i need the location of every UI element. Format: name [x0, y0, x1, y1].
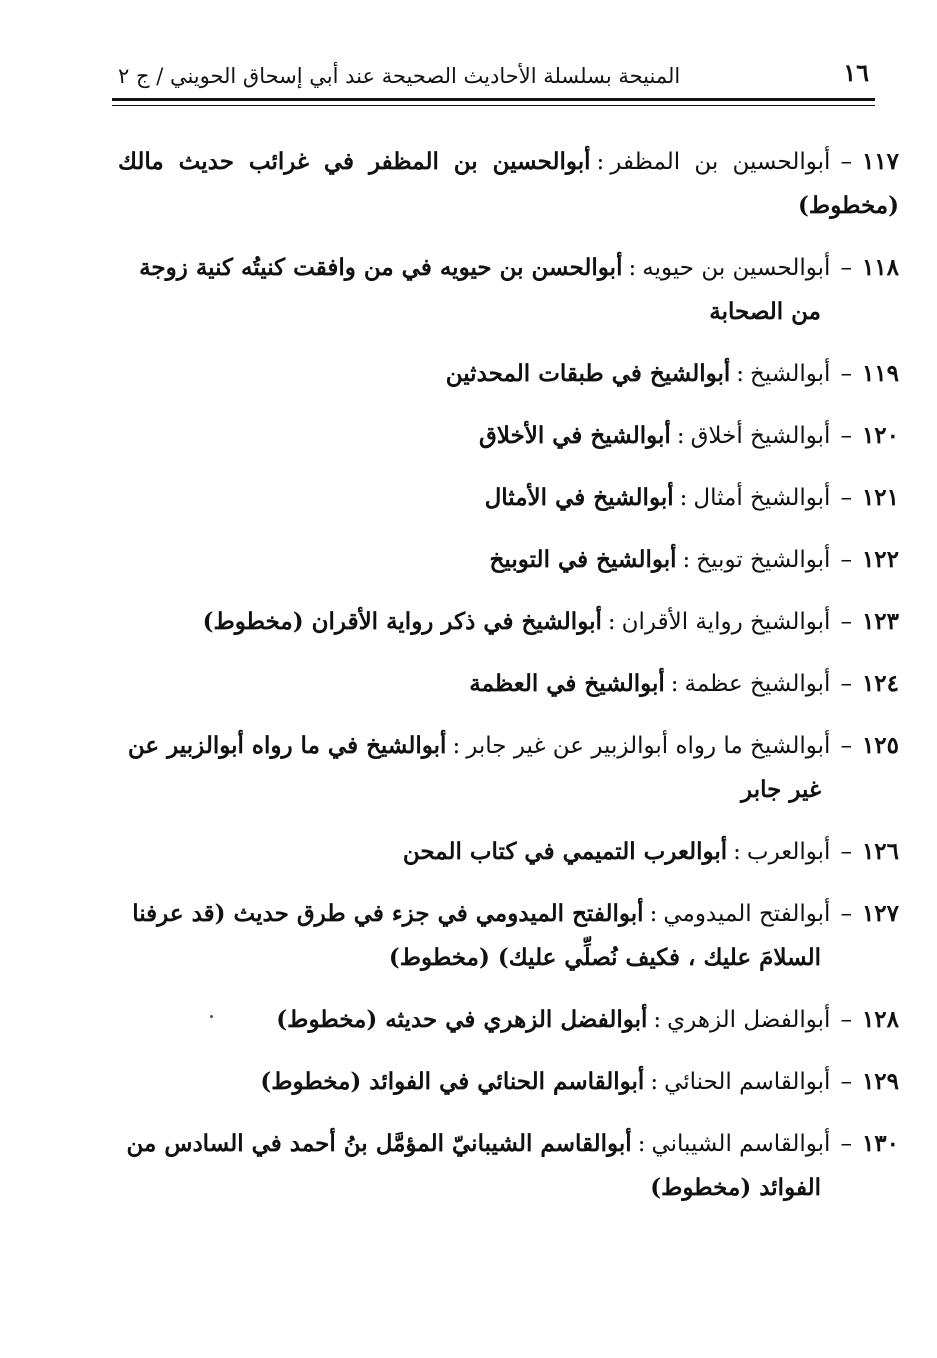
list-item: [118, 600, 899, 644]
entry-colon: :: [670, 671, 679, 697]
entry-abbreviation: أبوالقاسم الشيباني: [651, 1131, 831, 1157]
entry-colon: :: [650, 1069, 659, 1095]
entry-abbreviation: أبوالشيخ عظمة: [684, 671, 831, 697]
list-item: [118, 538, 899, 582]
entry-dash: –: [840, 901, 852, 927]
list-item: [118, 998, 899, 1042]
entry-full-title: أبوالشيخ في ذكر رواية الأقران (مخطوط): [202, 608, 602, 635]
entry-abbreviation: أبوالشيخ توبيخ: [696, 547, 831, 573]
entry-number: ١٢٦: [861, 838, 899, 865]
entry-number: ١٢٥: [861, 732, 899, 759]
entry-abbreviation: أبوالفضل الزهري: [667, 1007, 831, 1033]
entry-abbreviation: أبوالشيخ أمثال: [693, 485, 831, 511]
entry-abbreviation: أبوالشيخ: [750, 361, 831, 387]
entry-number: ١١٧: [861, 148, 899, 175]
entry-abbreviation: أبوالعرب: [746, 839, 831, 865]
entry-continuation: الفوائد (مخطوط): [650, 1174, 821, 1201]
entry-continuation: من الصحابة: [709, 298, 821, 325]
entry-dash: –: [840, 609, 852, 635]
entry-full-title: أبوالفتح الميدومي في جزء في طرق حديث (قد عرفنا: [132, 900, 644, 927]
list-item: [118, 662, 899, 706]
entry-number: ١٢٠: [861, 422, 899, 449]
entry-dash: –: [840, 671, 852, 697]
entry-full-title: أبوالقاسم الشيبانيّ المؤمَّل بنُ أحمد في السادس من: [126, 1130, 632, 1157]
entry-abbreviation: أبوالشيخ رواية الأقران: [621, 609, 831, 635]
entry-number: ١٣٠: [861, 1130, 899, 1157]
entry-full-title: أبوالشيخ في الأمثال: [484, 484, 674, 511]
entry-number: ١١٨: [861, 254, 899, 281]
header-rule-thin: [112, 105, 875, 106]
entry-abbreviation: أبوالقاسم الحنائي: [664, 1069, 831, 1095]
list-item: [118, 724, 899, 812]
entry-number: ١٢٢: [861, 546, 899, 573]
entry-full-title: أبوالشيخ في طبقات المحدثين: [445, 360, 731, 387]
entry-number: ١٢٤: [861, 670, 899, 697]
entry-number: ١١٩: [861, 360, 899, 387]
list-item: [118, 1060, 899, 1104]
list-item: [118, 246, 899, 334]
entry-full-title: أبوالشيخ في ما رواه أبوالزبير عن: [127, 732, 447, 759]
entry-colon: :: [628, 255, 637, 281]
entry-colon: :: [676, 423, 685, 449]
entry-colon: :: [653, 1007, 662, 1033]
entry-dash: –: [840, 733, 852, 759]
entry-number: ١٢٧: [861, 900, 899, 927]
entry-number: ١٢١: [861, 484, 899, 511]
entry-abbreviation: أبوالحسين بن المظفر: [610, 149, 831, 175]
entry-dash: –: [840, 255, 852, 281]
entry-abbreviation: أبوالحسين بن حيويه: [642, 255, 831, 281]
entry-colon: :: [596, 149, 605, 175]
entry-dash: –: [840, 839, 852, 865]
entry-colon: :: [452, 733, 461, 759]
entry-full-title: أبوالحسين بن المظفر في غرائب حديث مالك (مخطوط): [118, 148, 899, 219]
list-item: [118, 414, 899, 458]
scan-speck: [210, 1015, 213, 1018]
entry-continuation: غير جابر: [741, 776, 821, 803]
list-item: [118, 140, 899, 228]
list-item: [118, 476, 899, 520]
entry-colon: :: [682, 547, 691, 573]
entry-colon: :: [736, 361, 745, 387]
entry-number: ١٢٣: [861, 608, 899, 635]
entry-full-title: أبوالحسن بن حيويه في من وافقت كنيتُه كنية زوجة: [139, 254, 623, 281]
entry-dash: –: [840, 1131, 852, 1157]
entry-number: ١٢٩: [861, 1068, 899, 1095]
entry-abbreviation: أبوالفتح الميدومي: [663, 901, 831, 927]
entry-full-title: أبوالشيخ في الأخلاق: [478, 422, 671, 449]
entry-colon: :: [637, 1131, 646, 1157]
entry-colon: :: [679, 485, 688, 511]
page-number: ١٦: [843, 58, 869, 87]
entry-dash: –: [840, 361, 852, 387]
entry-dash: –: [840, 1007, 852, 1033]
entry-full-title: أبوالفضل الزهري في حديثه (مخطوط): [276, 1006, 648, 1033]
entry-colon: :: [607, 609, 616, 635]
list-item: [118, 830, 899, 874]
entry-dash: –: [840, 485, 852, 511]
entry-number: ١٢٨: [861, 1006, 899, 1033]
list-item: [118, 892, 899, 980]
entry-abbreviation: أبوالشيخ ما رواه أبوالزبير عن غير جابر: [466, 733, 831, 759]
entry-dash: –: [840, 1069, 852, 1095]
entry-dash: –: [840, 423, 852, 449]
running-title: المنيحة بسلسلة الأحاديث الصحيحة عند أبي إسحاق الحويني / ج ٢: [118, 64, 681, 88]
entry-full-title: أبوالقاسم الحنائي في الفوائد (مخطوط): [260, 1068, 645, 1095]
header-rule-thick: [112, 98, 875, 101]
entry-dash: –: [840, 149, 852, 175]
list-item: [118, 1122, 899, 1210]
list-item: [118, 352, 899, 396]
entry-abbreviation: أبوالشيخ أخلاق: [690, 423, 831, 449]
entry-colon: :: [733, 839, 741, 865]
page-header: [112, 58, 875, 98]
entry-continuation: السلامَ عليك ، فكيف نُصلِّي عليك) (مخطوط): [388, 944, 821, 971]
entry-dash: –: [840, 547, 852, 573]
entry-full-title: أبوالعرب التميمي في كتاب المحن: [402, 838, 728, 865]
entry-full-title: أبوالشيخ في العظمة: [469, 670, 665, 697]
entry-colon: :: [649, 901, 658, 927]
entry-full-title: أبوالشيخ في التوبيخ: [489, 546, 677, 573]
abbreviation-list: [118, 140, 899, 1228]
